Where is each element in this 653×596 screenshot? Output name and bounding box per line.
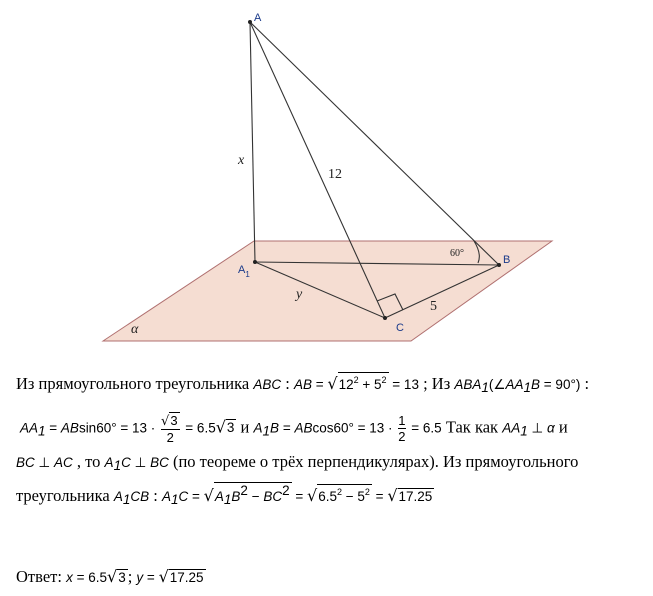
solution-line-3: BC ⊥ AC , то $A_1C$ ⊥ BC (по теореме о трёх перпендикулярах). Из прямоугольного	[16, 452, 579, 473]
point-A	[248, 20, 252, 24]
label-5: 5	[430, 299, 437, 314]
label-angle-60: 60°	[450, 248, 464, 259]
point-B	[497, 263, 501, 267]
label-A: A	[254, 12, 262, 24]
answer-line: Ответ: x = 6.5√3 ; y = √17.25	[16, 567, 204, 586]
point-A1	[253, 260, 257, 264]
solution-line-2: $AA_1 = ABsin60^\circ = 13$ · $\frac{√3}{2}$ = 6.5√3 и $A_1B = ABcos60^\circ = 13$ · $\frac{1}{2}$ = 6.5 Так как $AA_1$ ⊥ α и	[20, 413, 568, 445]
segment-AB	[250, 22, 499, 265]
label-alpha: α	[131, 322, 139, 337]
label-C: C	[396, 322, 404, 334]
point-C	[383, 316, 387, 320]
label-B: B	[503, 254, 511, 266]
plane-alpha	[103, 241, 552, 341]
label-x: x	[238, 153, 245, 168]
solution-line-1: Из прямоугольного треугольника ABC : AB = $√12^2 + 5^2 = 13$ ; Из $ABA_1(\angle AA_1B = 90^\circ)$ :	[16, 374, 590, 395]
segment-AA1	[250, 22, 255, 262]
label-A1: $A_1$	[238, 264, 250, 279]
label-12: 12	[328, 167, 342, 182]
label-y: y	[296, 287, 303, 302]
solution-line-4: треугольника $A_1CB$ : $A_1C = √A_1B^2 - BC^2 = √6.5^2 - 5^2 = √17.25$	[16, 483, 433, 507]
